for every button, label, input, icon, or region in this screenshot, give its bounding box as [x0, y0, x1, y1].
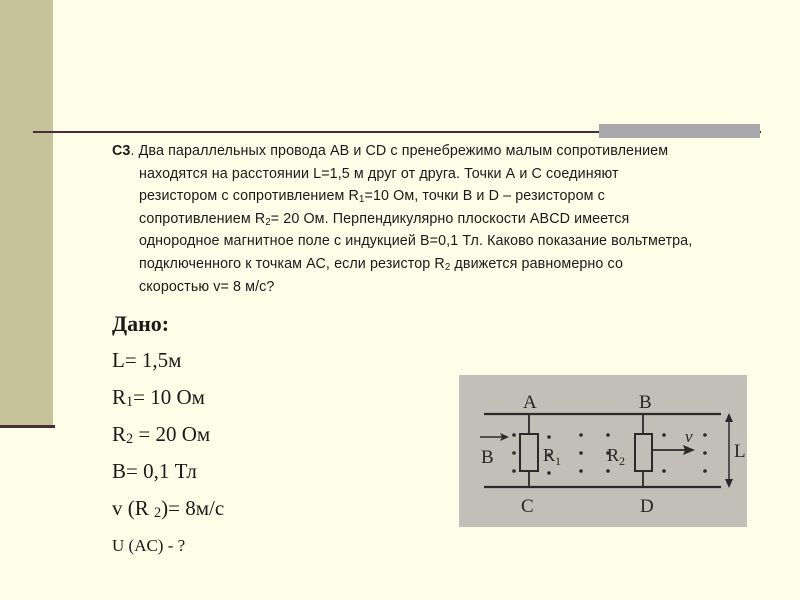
problem-statement	[112, 140, 782, 298]
label-a: A	[523, 392, 537, 413]
problem-line-7: скоростью v= 8 м/с?	[139, 278, 275, 295]
left-decor-line	[0, 425, 55, 428]
circuit-diagram	[459, 375, 747, 527]
label-b-top: B	[639, 392, 652, 413]
given-r1: $R_1= 10$ Ом	[112, 385, 205, 410]
problem-line-2: находятся на расстоянии L=1,5 м друг от друга. Точки А и С соединяют	[139, 165, 619, 182]
problem-line-4: сопротивлением $R_2= 20$ Ом. Перпендикулярно плоскости ABCD имеется	[139, 210, 630, 228]
resistor-r1	[520, 434, 538, 471]
label-d: D	[640, 496, 654, 517]
problem-line-1: С3. Два параллельных провода АВ и CD с пренебрежимо малым сопротивлением	[112, 143, 669, 159]
circuit-figure	[459, 375, 747, 527]
top-divider-accent	[599, 124, 760, 138]
label-v: v	[685, 427, 693, 446]
given-length: L= 1,5м	[112, 348, 182, 372]
label-c: C	[521, 496, 534, 517]
label-l: L	[734, 441, 746, 462]
label-r1: $R_1$	[543, 445, 562, 468]
problem-line-3: резистором с сопротивлением $R_1=10$ Ом, точки В и D – резистором с	[139, 188, 605, 206]
left-decor-bar	[0, 0, 53, 428]
label-r2: $R_2$	[607, 445, 626, 468]
dimension-arrow-bottom	[725, 479, 733, 488]
given-b: B= 0,1 Тл	[112, 459, 197, 483]
problem-line-5: однородное магнитное поле с индукцией В=0,1 Тл. Каково показание вольтметра,	[139, 233, 693, 250]
given-title: Дано:	[112, 311, 170, 336]
resistor-r2	[635, 434, 652, 471]
given-velocity: v (R $_2$)= 8м/с	[112, 496, 225, 521]
problem-line-6: подключенного к точкам АС, если резистор $R_2$ движется равномерно со	[139, 255, 624, 273]
given-unknown: U (AC) - ?	[112, 536, 186, 555]
given-section	[112, 305, 224, 564]
problem-label: С3	[112, 143, 131, 159]
label-b-left: B	[481, 447, 494, 468]
dimension-arrow-top	[725, 413, 733, 422]
given-r2: $R_2 = 20$ Ом	[112, 422, 211, 447]
